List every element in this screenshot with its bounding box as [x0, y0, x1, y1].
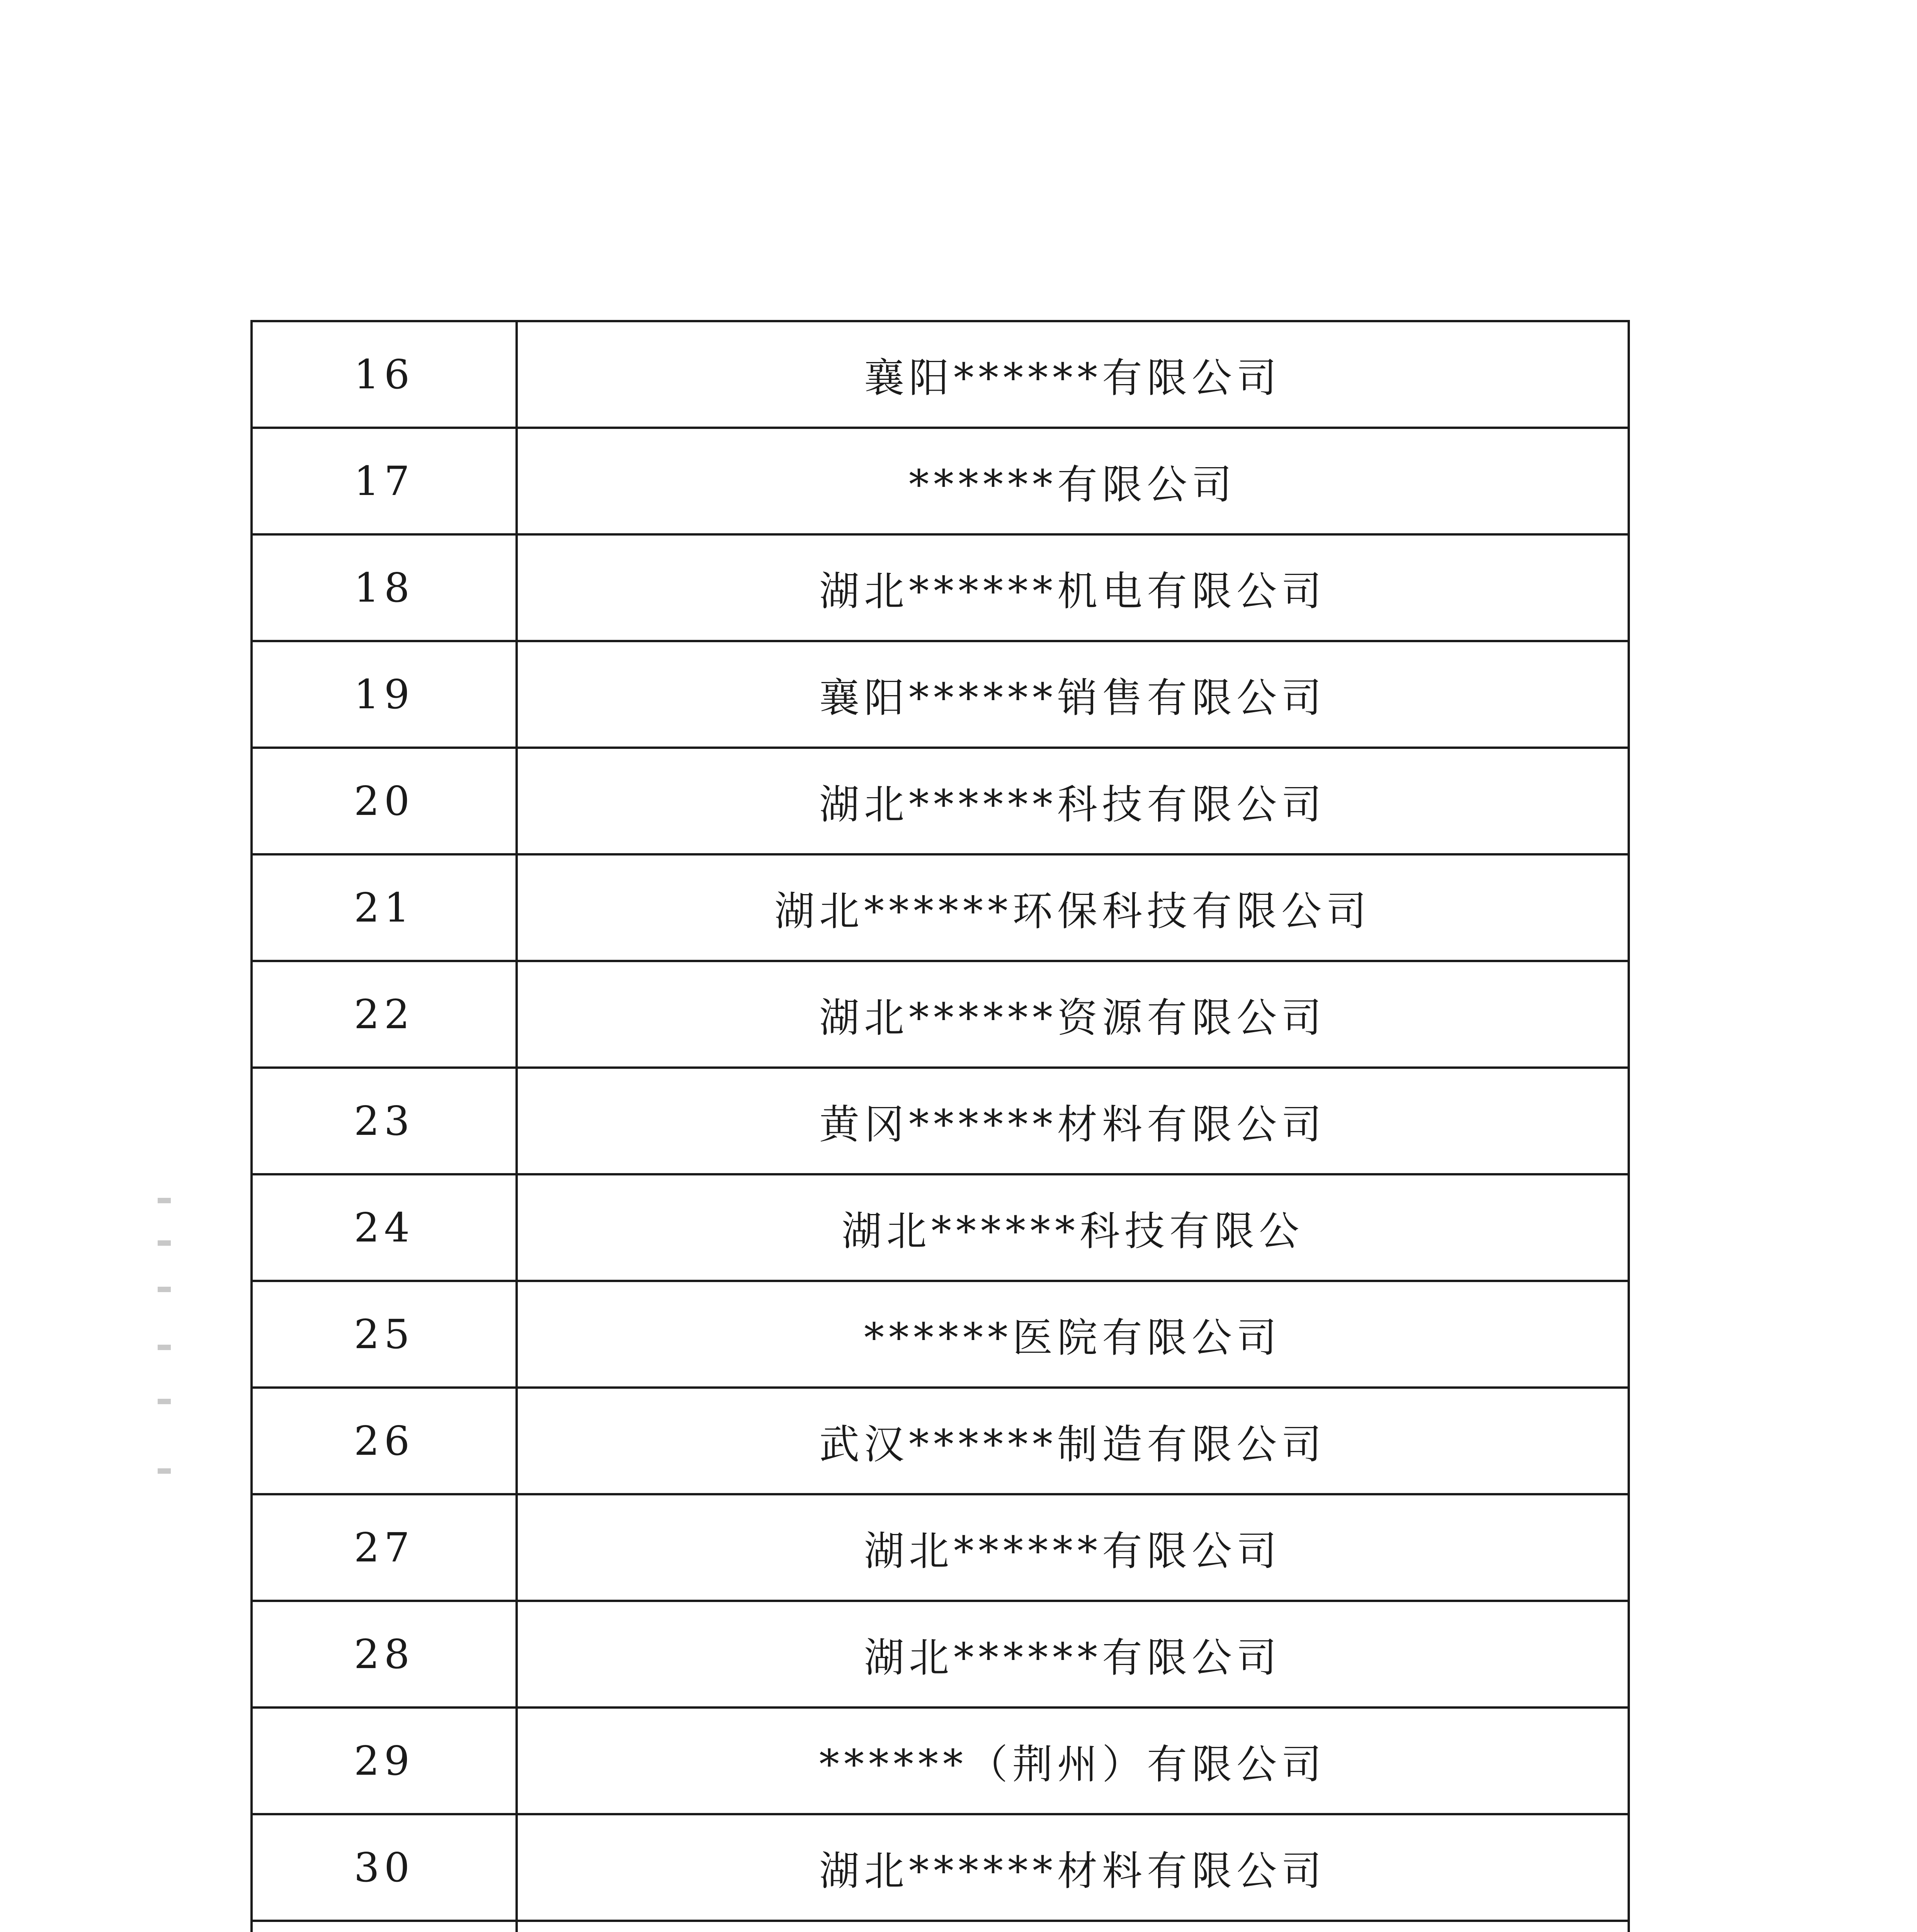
row-number-cell: 23	[252, 1068, 517, 1174]
table-row	[252, 1601, 1629, 1708]
row-number-cell: 16	[252, 321, 517, 428]
binding-mark	[158, 1240, 171, 1246]
table-row	[252, 641, 1629, 748]
binding-mark	[158, 1345, 171, 1350]
row-number-cell: 28	[252, 1601, 517, 1708]
binding-mark	[158, 1287, 171, 1292]
company-name-cell: 湖北******机电有限公司	[517, 534, 1629, 641]
row-number-cell: 26	[252, 1388, 517, 1494]
company-name-cell: 湖北******科技有限公	[517, 1174, 1629, 1281]
binding-mark	[158, 1468, 171, 1474]
company-name-cell: 湖北******有限公司	[517, 1494, 1629, 1601]
table-row	[252, 854, 1629, 961]
company-name-cell: 湖北******资源有限公司	[517, 961, 1629, 1068]
table-row	[252, 321, 1629, 428]
table-row	[252, 961, 1629, 1068]
row-number-cell: 17	[252, 428, 517, 534]
row-number-cell: 27	[252, 1494, 517, 1601]
table-row	[252, 1174, 1629, 1281]
row-number-cell: 24	[252, 1174, 517, 1281]
table-row	[252, 1068, 1629, 1174]
binding-mark	[158, 1399, 171, 1404]
company-name-cell: ******医院有限公司	[517, 1281, 1629, 1388]
row-number-cell: 20	[252, 748, 517, 854]
table-row	[252, 1708, 1629, 1814]
row-number-cell: 30	[252, 1814, 517, 1921]
company-list-table	[250, 320, 1630, 1932]
company-list-body	[252, 321, 1629, 1932]
table-row	[252, 1814, 1629, 1921]
company-name-cell: ******有限公司	[517, 428, 1629, 534]
row-number-cell: 25	[252, 1281, 517, 1388]
table-row	[252, 1921, 1629, 1932]
company-name-cell: 湖北******材料有限公司	[517, 1814, 1629, 1921]
row-number-cell: 21	[252, 854, 517, 961]
table-row	[252, 428, 1629, 534]
table-row	[252, 748, 1629, 854]
company-name-cell: 襄阳******销售有限公司	[517, 641, 1629, 748]
table-row	[252, 534, 1629, 641]
table-row	[252, 1281, 1629, 1388]
row-number-cell: 18	[252, 534, 517, 641]
row-number-cell	[252, 1921, 517, 1932]
company-name-cell: ******（荆州）有限公司	[517, 1708, 1629, 1814]
row-number-cell: 29	[252, 1708, 517, 1814]
company-name-cell: 武汉******制造有限公司	[517, 1388, 1629, 1494]
company-name-cell: 湖北******科技有限公司	[517, 748, 1629, 854]
company-name-cell: 湖北******有限公司	[517, 1601, 1629, 1708]
company-name-cell: 湖北******环保科技有限公司	[517, 854, 1629, 961]
company-name-cell	[517, 1921, 1629, 1932]
binding-mark	[158, 1198, 171, 1203]
table-row	[252, 1494, 1629, 1601]
row-number-cell: 19	[252, 641, 517, 748]
binding-edge-marks	[154, 1198, 177, 1492]
row-number-cell: 22	[252, 961, 517, 1068]
table-row	[252, 1388, 1629, 1494]
company-name-cell: 黄冈******材料有限公司	[517, 1068, 1629, 1174]
company-name-cell: 襄阳******有限公司	[517, 321, 1629, 428]
